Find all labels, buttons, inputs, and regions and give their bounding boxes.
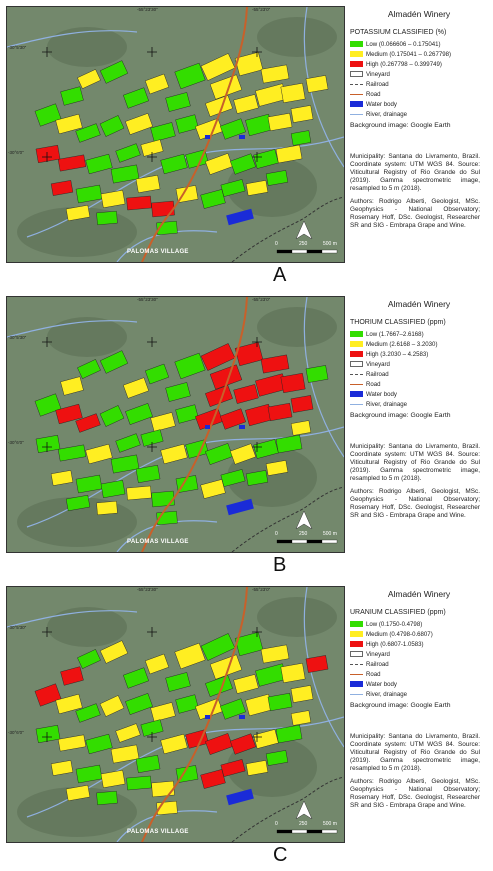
authors-note: Authors: Rodrigo Alberti, Geologist, MSc. Geophysics - National Observatory; Rosemary Hoff, DSc. Geologist, Researcher SR and SIG - Embrapa Grape and Wine. [350,198,480,229]
vineyard-field [127,776,152,790]
legend-item [350,629,488,639]
map-frame [6,586,345,843]
authors-note: Authors: Rodrigo Alberti, Geologist, MSc. Geophysics - National Observatory; Rosemary Hoff, DSc. Geologist, Researcher SR and SIG - Embrapa Grape and Wine. [350,778,480,809]
map-legend [350,299,488,421]
legend-label: Vineyard [366,650,390,658]
panel-letter: B [273,554,287,576]
coord-label: -55°23'0" [252,587,271,592]
legend-label: River, drainage [366,110,407,118]
legend-label: Medium (0.4798-0.6807) [366,630,433,638]
legend-swatch [350,374,363,375]
legend-heading: URANIUM CLASSIFIED (ppm) [350,608,446,616]
legend-label: High (0.6807-1.0583) [366,640,424,648]
legend-item [350,369,488,379]
legend-label: Low (0.1750-0.4798) [366,620,423,628]
legend-item [350,49,488,59]
vineyard-field [127,196,152,210]
legend-background-note: Background image: Google Earth [350,412,451,420]
map-legend [350,9,488,131]
coord-label: -30°6'0" [8,150,24,155]
terrain-patch [257,17,337,57]
legend-swatch [350,694,363,695]
map-panel [3,291,490,579]
legend-swatch [350,51,363,57]
legend-label: High (0.267798 – 0.399749) [366,60,442,68]
legend-heading: POTASSIUM CLASSIFIED (%) [350,28,447,36]
legend-swatch [350,631,363,637]
map-panel [3,1,490,289]
panel-letter: A [273,264,287,286]
legend-label: Road [366,90,381,98]
legend-title: Almadén Winery [387,299,451,309]
terrain-patch [47,607,127,647]
legend-swatch [350,351,363,357]
legend-title: Almadén Winery [387,589,451,599]
legend-label: Railroad [366,660,389,668]
municipality-note: Municipality: Santana do Livramento, Brazil. Coordinate system: UTM WGS 84. Source: Viticultural Registry of Rio Grande do Sul (2019). Gamma spectrometric image, resampled to 5 m (2018). [350,153,480,192]
vineyard-field [97,501,118,515]
legend-swatch [350,404,363,405]
authors-note: Authors: Rodrigo Alberti, Geologist, MSc. Geophysics - National Observatory; Rosemary Hoff, DSc. Geologist, Researcher SR and SIG - Embrapa Grape and Wine. [350,488,480,519]
map-panel [3,581,490,869]
legend-label: River, drainage [366,690,407,698]
municipality-note: Municipality: Santana do Livramento, Brazil. Coordinate system: UTM WGS 84. Source: Viticultural Registry of Rio Grande do Sul (2019). Gamma spectrometric image, resampled to 5 m (2018). [350,733,480,772]
legend-swatch [350,651,363,657]
coord-label: -55°23'0" [252,297,271,302]
scale-bar [277,250,337,253]
legend-swatch [350,681,363,687]
legend-item [350,79,488,89]
legend-item [350,69,488,79]
terrain-patch [47,27,127,67]
legend-label: Medium (0.175041 – 0.267798) [366,50,452,58]
terrain-patch [257,307,337,347]
legend-swatch [350,361,363,367]
legend-item [350,389,488,399]
legend-item [350,329,488,339]
coord-label: -55°23'0" [252,7,271,12]
legend-item [350,339,488,349]
water-body [239,715,245,719]
legend-label: High (3.2030 – 4.2583) [366,350,429,358]
legend-label: Water body [366,390,397,398]
legend-swatch [350,674,363,675]
legend-background-note: Background image: Google Earth [350,702,451,710]
vineyard-field [151,201,174,217]
terrain-patch [257,597,337,637]
legend-item [350,89,488,99]
legend-label: Road [366,380,381,388]
scale-label: 0 [275,241,278,247]
scale-bar [277,540,337,543]
map-notes [350,153,480,235]
map-frame [6,6,345,263]
scale-label: 0 [275,821,278,827]
legend-item [350,679,488,689]
map-notes [350,733,480,815]
legend-item [350,659,488,669]
legend-swatch [350,94,363,95]
legend-item [350,359,488,369]
legend-swatch [350,114,363,115]
legend-label: Water body [366,100,397,108]
scale-label: 250 [299,531,308,537]
legend-swatch [350,664,363,665]
legend-label: Low (0.066606 – 0.175041) [366,40,441,48]
legend-swatch [350,641,363,647]
water-body [205,135,210,139]
legend-item [350,689,488,699]
legend-label: Railroad [366,370,389,378]
legend-item [350,639,488,649]
water-body [205,425,210,429]
legend-item [350,649,488,659]
village-label: PALOMAS VILLAGE [127,249,189,255]
legend-swatch [350,331,363,337]
legend-label: Railroad [366,80,389,88]
map-notes [350,443,480,525]
legend-swatch [350,384,363,385]
legend-item [350,619,488,629]
coord-label: -30°5'30" [8,625,27,630]
legend-item [350,399,488,409]
legend-label: Vineyard [366,70,390,78]
coord-label: -55°23'30" [137,587,158,592]
legend-label: Vineyard [366,360,390,368]
village-label: PALOMAS VILLAGE [127,539,189,545]
scale-label: 0 [275,531,278,537]
coord-label: -30°6'0" [8,730,24,735]
scale-label: 250 [299,821,308,827]
legend-swatch [350,71,363,77]
legend-heading: THORIUM CLASSIFIED (ppm) [350,318,446,326]
vineyard-field [151,781,174,797]
coord-label: -30°5'30" [8,335,27,340]
scale-label: 250 [299,241,308,247]
legend-swatch [350,41,363,47]
coord-label: -30°5'30" [8,45,27,50]
legend-swatch [350,621,363,627]
legend-background-note: Background image: Google Earth [350,122,451,130]
coord-label: -55°23'30" [137,297,158,302]
legend-item [350,669,488,679]
legend-item [350,109,488,119]
legend-label: River, drainage [366,400,407,408]
scale-label: 500 m [323,241,337,247]
coord-label: -30°6'0" [8,440,24,445]
vineyard-field [151,491,174,507]
water-body [239,135,245,139]
legend-item [350,349,488,359]
legend-label: Low (1.7667–2.6168) [366,330,424,338]
legend-title: Almadén Winery [387,9,451,19]
terrain-patch [47,317,127,357]
legend-label: Medium (2.6168 – 3.2030) [366,340,438,348]
water-body [239,425,245,429]
vineyard-field [97,791,118,805]
scale-label: 500 m [323,531,337,537]
legend-swatch [350,391,363,397]
panel-letter: C [273,844,288,866]
legend-item [350,379,488,389]
vineyard-field [97,211,118,225]
legend-swatch [350,341,363,347]
legend-label: Water body [366,680,397,688]
water-body [205,715,210,719]
vineyard-field [127,486,152,500]
legend-swatch [350,101,363,107]
legend-item [350,59,488,69]
map-legend [350,589,488,711]
scale-bar [277,830,337,833]
map-frame [6,296,345,553]
scale-label: 500 m [323,821,337,827]
legend-label: Road [366,670,381,678]
legend-swatch [350,84,363,85]
legend-item [350,39,488,49]
legend-swatch [350,61,363,67]
coord-label: -55°23'30" [137,7,158,12]
legend-item [350,99,488,109]
municipality-note: Municipality: Santana do Livramento, Brazil. Coordinate system: UTM WGS 84. Source: Viticultural Registry of Rio Grande do Sul (2019). Gamma spectrometric image, resampled to 5 m (2018). [350,443,480,482]
village-label: PALOMAS VILLAGE [127,829,189,835]
